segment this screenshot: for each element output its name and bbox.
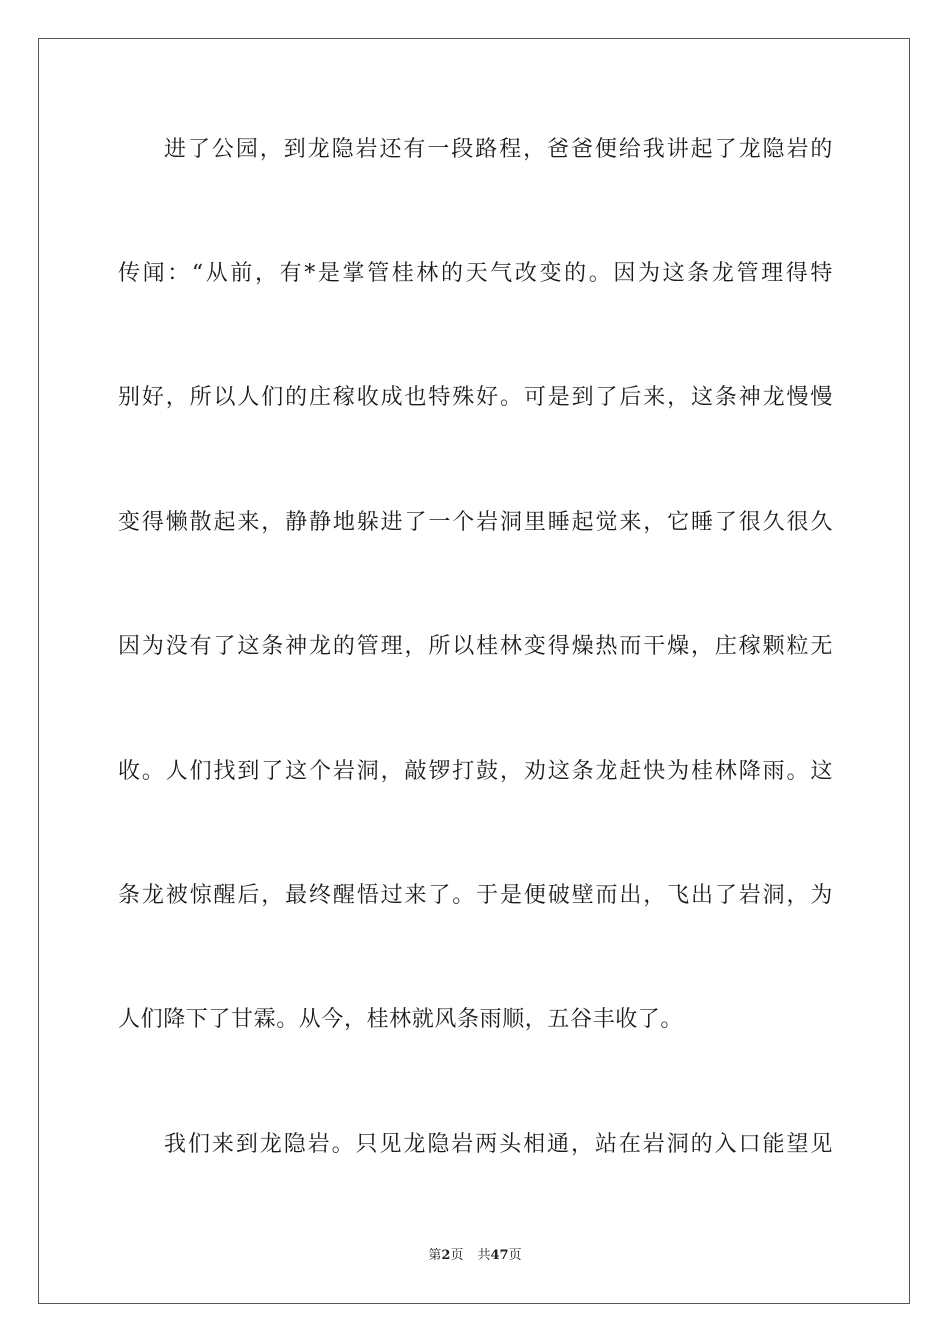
page-number: 2 (441, 1248, 451, 1263)
total-suffix: 页 (508, 1248, 522, 1263)
total-prefix: 共 (477, 1248, 491, 1263)
text-line: 收。人们找到了这个岩洞，敲锣打鼓，劝这条龙赶快为桂林降雨。这 (118, 759, 833, 784)
page-frame (38, 38, 910, 1304)
text-line: 进了公园，到龙隐岩还有一段路程，爸爸便给我讲起了龙隐岩的 (164, 137, 833, 162)
text-line: 条龙被惊醒后，最终醒悟过来了。于是便破壁而出，飞出了岩洞，为 (118, 883, 833, 908)
total-pages: 47 (490, 1248, 509, 1263)
text-line-last: 人们降下了甘霖。从今，桂林就风条雨顺，五谷丰收了。 (118, 1007, 684, 1032)
text-line: 我们来到龙隐岩。只见龙隐岩两头相通，站在岩洞的入口能望见 (164, 1132, 833, 1157)
text-line: 传闻：“从前，有*是掌管桂林的天气改变的。因为这条龙管理得特 (118, 261, 833, 286)
text-line: 因为没有了这条神龙的管理，所以桂林变得燥热而干燥，庄稼颗粒无 (118, 634, 833, 659)
text-line: 别好，所以人们的庄稼收成也特殊好。可是到了后来，这条神龙慢慢 (118, 385, 833, 410)
text-line: 变得懒散起来，静静地躲进了一个岩洞里睡起觉来，它睡了很久很久 (118, 510, 833, 535)
page-footer (0, 1247, 950, 1265)
page-prefix: 第 (428, 1248, 442, 1263)
page-suffix: 页 (450, 1248, 464, 1263)
